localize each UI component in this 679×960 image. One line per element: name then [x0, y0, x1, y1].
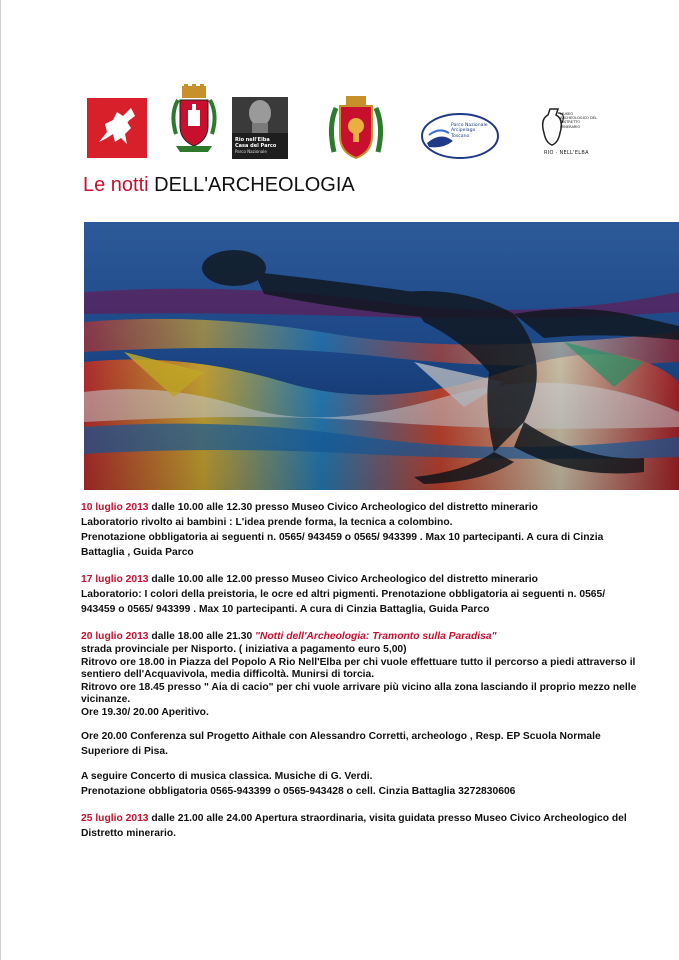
banner-painting: [84, 222, 679, 490]
event-line: [81, 811, 641, 841]
spacer: [81, 759, 641, 769]
event-line: [81, 500, 641, 515]
event-line: Laboratorio rivolto ai bambini : L'idea prende forma, la tecnica a colombino.: [81, 517, 453, 528]
event-line: [81, 629, 641, 644]
pegasus-icon: [87, 98, 147, 158]
book-subtitle: Parco Nazionale: [235, 149, 267, 154]
page-border: [0, 0, 1, 960]
event-line: Prenotazione obbligatoria ai seguenti n. 0565/ 943459 o 0565/ 943399 . Max 10 partecipanti. A cura di Cinzia Battaglia , Guida Parco: [81, 532, 604, 558]
casa-del-parco-book-logo: [232, 97, 288, 159]
museum-caption: RIO · NELL'ELBA: [544, 150, 589, 156]
crest-icon: [168, 84, 220, 160]
event-booking: Prenotazione obbligatoria 0565-943399 o 0565-943428 o cell. Cinzia Battaglia 3272830606: [81, 786, 516, 797]
event-subtitle: "Notti dell'Archeologia: Tramonto sulla Paradisa": [255, 631, 497, 642]
event-line: Laboratorio: I colori della preistoria, le ocre ed altri pigmenti. Prenotazione obbligatoria ai seguenti n. 0565/ 943459 o 0565/ 943399 . Max 10 partecipanti. A cura di Cinzia Battaglia, Guida Parco: [81, 589, 606, 615]
page-title: [83, 174, 355, 197]
park-logo-text: Parco Nazionale Arcipelago Toscano: [451, 123, 488, 139]
parco-nazionale-logo: [421, 113, 499, 159]
event-line: strada provinciale per Nisporto. ( iniziativa a pagamento euro 5,00): [81, 644, 407, 655]
title-part-black: DELL'ARCHEOLOGIA: [154, 174, 355, 196]
event-line: [81, 572, 641, 587]
event-conference: Ore 20.00 Conferenza sul Progetto Aithale con Alessandro Corretti, archeologo , Resp. EP Scuola Normale Superiore di Pisa.: [81, 731, 601, 757]
event-10-luglio: [81, 500, 641, 560]
event-time: dalle 18.00 alle 21.30: [148, 631, 256, 642]
spacer: [81, 719, 641, 729]
event-time: dalle 21.00 alle 24.00 Apertura straordinaria, visita guidata presso Museo Civico Archeologico del Distretto minerario.: [81, 813, 627, 839]
event-date: 17 luglio 2013: [81, 574, 149, 585]
event-date: 25 luglio 2013: [81, 813, 149, 824]
rio-nell-elba-crest-logo: [328, 96, 384, 162]
event-time: dalle 10.00 alle 12.00 presso Museo Civico Archeologico del distretto minerario: [148, 574, 538, 585]
regione-toscana-logo: [87, 98, 147, 158]
crest-icon: [328, 96, 384, 162]
event-line: Ore 19.30/ 20.00 Aperitivo.: [81, 706, 209, 718]
book-title: Rio nell'Elba Casa del Parco: [235, 137, 277, 149]
painting-image: [84, 222, 679, 490]
title-part-red: Le notti: [83, 174, 155, 196]
comune-crest-logo: [168, 84, 220, 160]
museum-logo-text: MUSEO ARCHEOLOGICO DEL DISTRETTO MINERARIO: [560, 112, 598, 129]
event-25-luglio: [81, 811, 641, 841]
event-date: 20 luglio 2013: [81, 631, 149, 642]
event-line: Ritrovo ore 18.45 presso " Aia di cacio" per chi vuole arrivare più vicino alla zona lasciando il proprio mezzo nelle vicinanze.: [81, 681, 637, 705]
events-list: [81, 500, 641, 853]
event-line: Ritrovo ore 18.00 in Piazza del Popolo A Rio Nell'Elba per chi vuole effettuare tutto il percorso a piedi attraverso il sentiero dell'Acquavivola, media difficoltà. Munirsi di torcia.: [81, 656, 636, 680]
museo-archeologico-logo: [540, 103, 596, 159]
event-concert: A seguire Concerto di musica classica. Musiche di G. Verdi.: [81, 771, 373, 782]
event-time: dalle 10.00 alle 12.30 presso Museo Civico Archeologico del distretto minerario: [148, 502, 538, 513]
event-20-luglio: [81, 629, 641, 799]
event-date: 10 luglio 2013: [81, 502, 149, 513]
event-17-luglio: [81, 572, 641, 617]
